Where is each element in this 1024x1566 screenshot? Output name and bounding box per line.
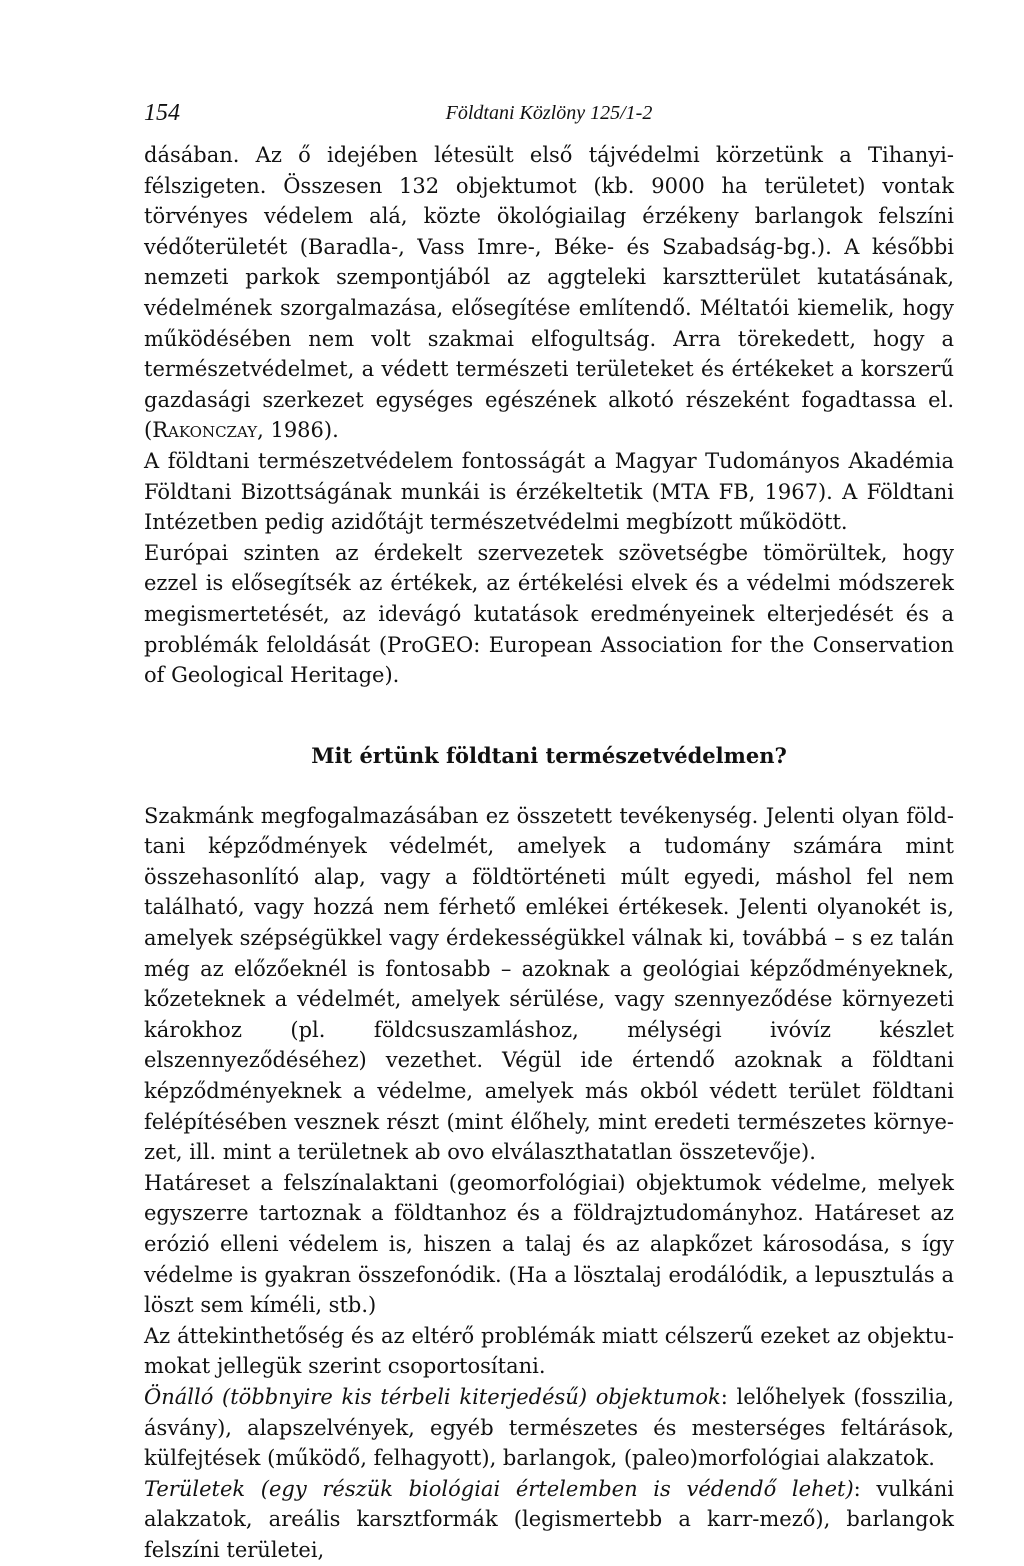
page-number: 154 — [144, 100, 180, 126]
paragraph — [144, 1382, 954, 1474]
category-title: Önálló (többnyire kis térbeli kiterjedésű) objektumok — [144, 1384, 721, 1409]
paragraph — [144, 538, 954, 691]
paragraph — [144, 1474, 954, 1566]
paragraph-text: Európai szinten az érdekelt szervezetek szövetségbe tömörültek, hogy ezzel is elősegítsék az értékek, az értékelési elvek és a védelmi módszerek megismertetését, az idevágó kutatások eredményeinek elterjedését és a problémák feloldását (ProGEO: European Association for the Conservation of Geological Heritage). — [144, 540, 954, 688]
paragraph-text: Szakmánk megfogalmazásában ez összetett tevékenység. Jelenti olyan földtani képződmények védelmét, amelyek a tudomány számára mint összehasonlító alap, vagy a földtörténeti múlt egyedi, máshol fel nem található, vagy hozzá nem férhető emlékei értékesek. Jelenti olyanokét is, amelyek szépségükkel vagy érdekességükkel válnak ki, továbbá – s ez talán még az előzőeknél is fontosabb – azoknak a geológiai képződményeknek, kőzeteknek a védelmét, amelyek sérülése, vagy szennyeződése környezeti károkhoz (pl. földcsuszamláshoz, mélységi ivóvíz készlet elszennyeződéséhez) vezethet. Végül ide értendő azoknak a földtani képződményeknek a védelme, amelyek más okból védett terület földtani felépítésében vesznek részt (mint élőhely, mint eredeti természetes környezet, ill. mint a területnek ab ovo elválaszthatatlan összetevője). — [144, 803, 954, 1165]
paragraph-text: : vulkáni alakzatok, areális karsztformák (legismertebb a karr-mező), barlangok felszíni területei, — [144, 1476, 954, 1562]
paragraph-text: dásában. Az ő idejében létesült első tájvédelmi körzetünk a Tihanyi-félszigeten. Összesen 132 objektumot (kb. 9000 ha területet) vontak törvényes védelem alá, közte ökológiailag érzékeny barlangok felszíni védőterületét (Baradla-, Vass Imre-, Béke- és Szabadság-bg.). A későbbi nemzeti parkok szempontjából az aggteleki karsztterület kutatásának, védelmének szorgalmazása, elősegítése említendő. Méltatói kiemelik, hogy működésében nem volt szakmai elfogultság. Arra törekedett, hogy a természetvédelmet, a védett természeti területeket és értékeket a korszerű gazdasági szerkezet egységes egészének alkotó részeként fogadtassa el. ( — [144, 143, 954, 443]
page — [144, 100, 954, 1566]
paragraph-text: Az áttekinthetőség és az eltérő problémák miatt célszerű ezeket az objektumokat jellegük szerint csoportosítani. — [144, 1323, 954, 1379]
section-heading: Mit értünk földtani természetvédelmen? — [311, 742, 787, 768]
paragraph — [144, 801, 954, 1168]
paragraph — [144, 140, 954, 446]
paragraph-text: A földtani természetvédelem fontosságát a Magyar Tudományos Akadémia Földtani Bizottságának munkái is érzékeltetik (MTA FB, 1967). A Földtani Intézetben pedig azidőtájt természetvédelmi megbízott működött. — [144, 448, 954, 535]
paragraph — [144, 446, 954, 538]
journal-title: Földtani Közlöny 125/1-2 — [445, 102, 653, 124]
body-text — [144, 140, 954, 1566]
running-head — [144, 100, 954, 140]
paragraph-text: Határeset a felszínalaktani (geomorfológiai) objektumok védelme, melyek egyszerre tartoznak a földtanhoz és a földrajztudományhoz. Határeset az erózió elleni védelem is, hiszen a talaj és az alapkőzet károsodása, s így védelme is gyakran összefonódik. (Ha a lösztalaj erodálódik, a lepusztulás a löszt sem kíméli, stb.) — [144, 1170, 954, 1318]
citation-year: , 1986). — [257, 418, 339, 443]
category-title: Területek (egy részük biológiai értelemben is védendő lehet) — [144, 1476, 854, 1501]
citation-author: Rakonczay — [152, 418, 258, 443]
paragraph-text: : lelőhelyek (fosszilia, ásvány), alapszelvények, egyéb természetes és mesterséges feltárások, külfejtések (működő, felhagyott), barlangok, (paleo)morfológiai alakzatok. — [144, 1384, 954, 1471]
paragraph — [144, 1321, 954, 1382]
paragraph — [144, 1168, 954, 1321]
